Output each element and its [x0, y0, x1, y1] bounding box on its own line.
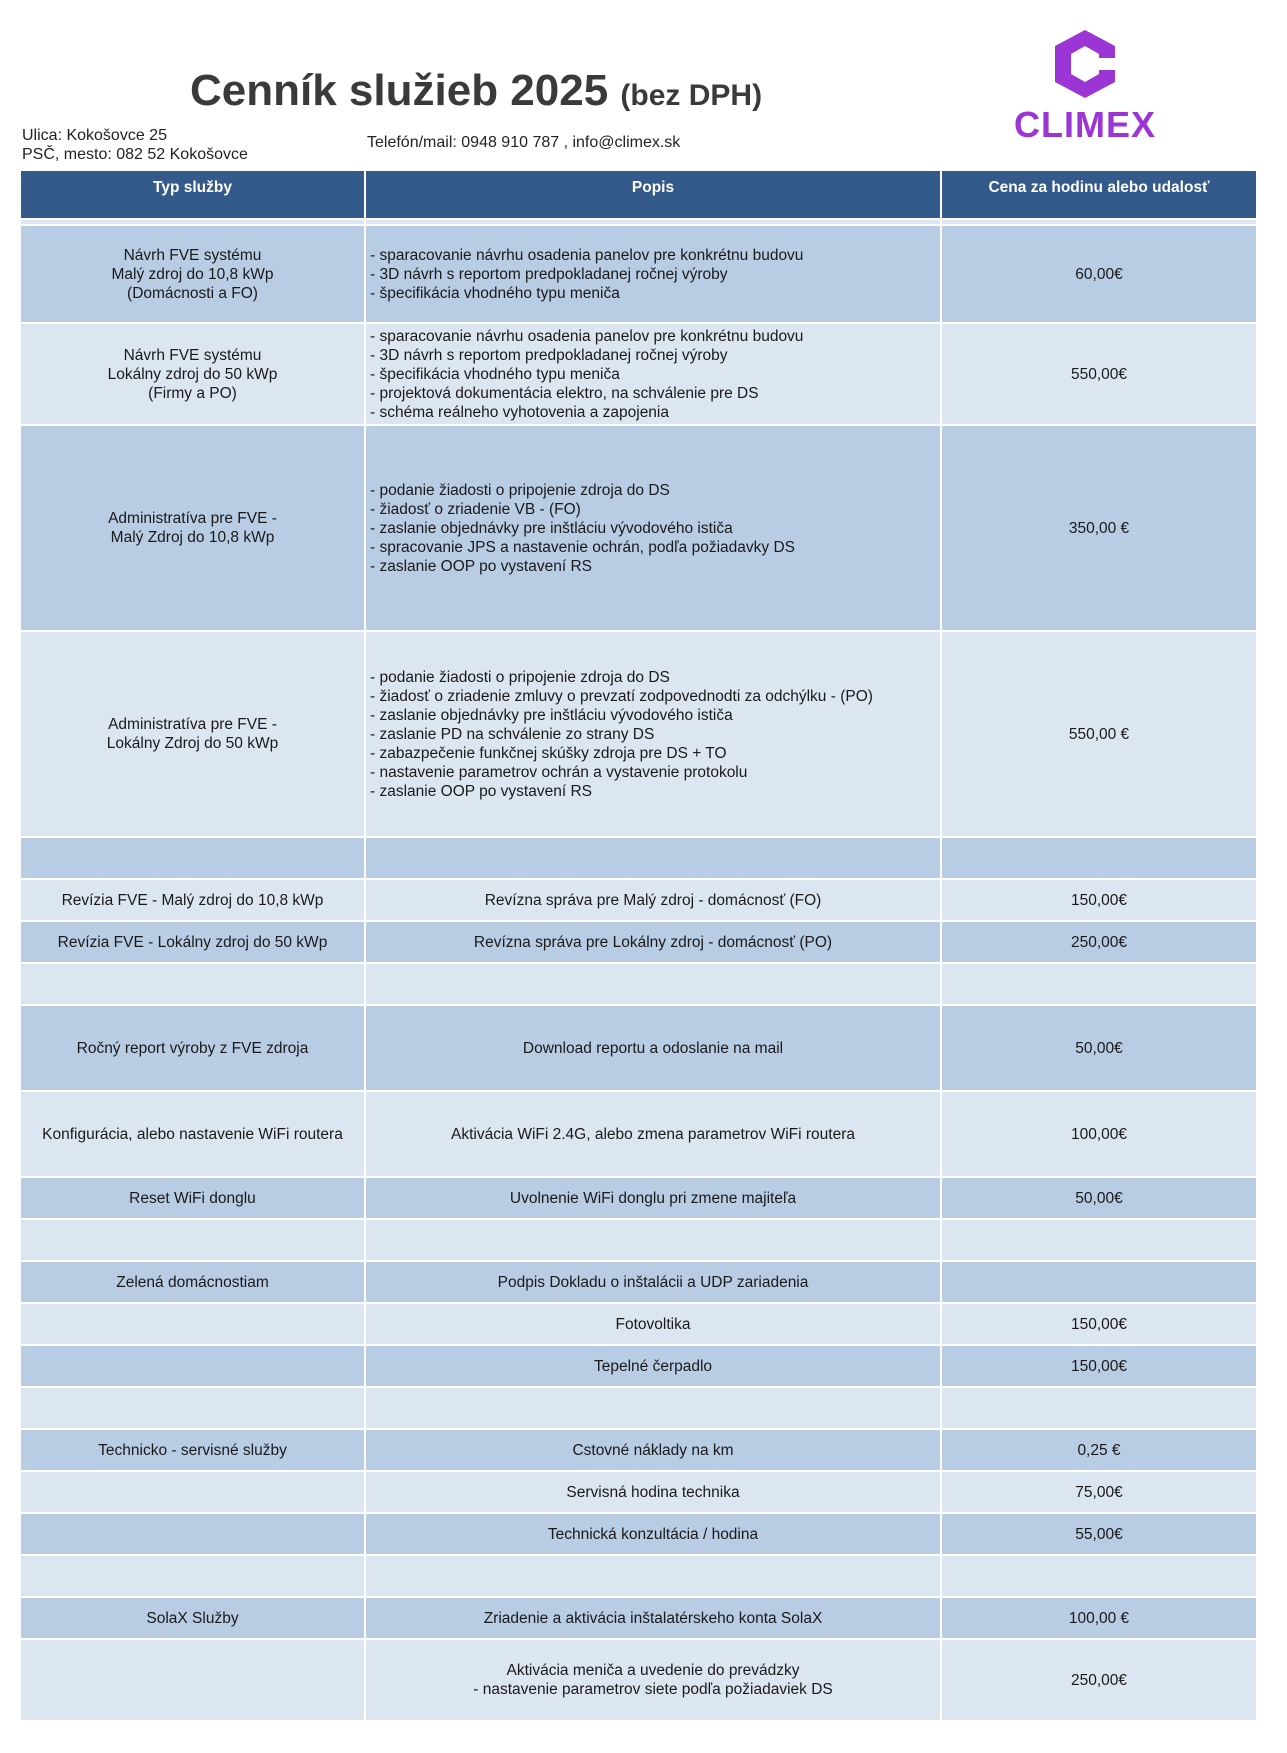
service-description: Revízna správa pre Lokálny zdroj - domácnosť (PO) — [365, 921, 941, 963]
service-type — [20, 631, 365, 837]
price-table — [19, 169, 1258, 1722]
service-price: 100,00 € — [941, 1597, 1257, 1639]
spacer-row — [20, 1387, 1257, 1429]
description-line: - sparacovanie návrhu osadenia panelov pre konkrétnu budovu — [370, 327, 804, 345]
service-type-line: (Firmy a PO) — [148, 384, 237, 402]
climex-logo — [1005, 24, 1165, 144]
description-line: - zaslanie OOP po vystavení RS — [370, 557, 592, 575]
service-type: Revízia FVE - Lokálny zdroj do 50 kWp — [20, 921, 365, 963]
service-type-line: Návrh FVE systému — [123, 346, 262, 364]
service-type-line: Lokálny zdroj do 50 kWp — [107, 365, 278, 383]
service-type: Zelená domácnostiam — [20, 1261, 365, 1303]
service-type — [20, 425, 365, 631]
description-line: - zaslanie objednávky pre inštláciu vývodového ističa — [370, 706, 733, 724]
service-type-line: Lokálny Zdroj do 50 kWp — [106, 735, 279, 752]
service-type — [20, 1471, 365, 1513]
service-type-line: Malý Zdroj do 10,8 kWp — [110, 529, 275, 546]
service-description: Fotovoltika — [365, 1303, 941, 1345]
table-row — [20, 1005, 1257, 1091]
service-description: Servisná hodina technika — [365, 1471, 941, 1513]
table-row — [20, 425, 1257, 631]
description-line: - podanie žiadosti o pripojenie zdroja do DS — [370, 481, 670, 499]
spacer-row — [20, 837, 1257, 879]
service-description: Technická konzultácia / hodina — [365, 1513, 941, 1555]
service-description: Podpis Dokladu o inštalácii a UDP zariadenia — [365, 1261, 941, 1303]
description-line: - schéma reálneho vyhotovenia a zapojenia — [370, 403, 669, 421]
address-city: PSČ, mesto: 082 52 Kokošovce — [22, 146, 248, 163]
service-type — [20, 1345, 365, 1387]
table-row — [20, 225, 1257, 323]
description-line: - žiadosť o zriadenie zmluvy o prevzatí zodpovednodti za odchýlku - (PO) — [370, 687, 873, 705]
service-description: Aktivácia WiFi 2.4G, alebo zmena parametrov WiFi routera — [365, 1091, 941, 1177]
service-type-line: Malý zdroj do 10,8 kWp — [111, 265, 274, 283]
spacer-row — [20, 1555, 1257, 1597]
service-price: 0,25 € — [941, 1429, 1257, 1471]
service-type — [20, 225, 365, 323]
table-row — [20, 631, 1257, 837]
table-row — [20, 1345, 1257, 1387]
column-header-price: Cena za hodinu alebo udalosť — [941, 170, 1257, 219]
table-row — [20, 323, 1257, 425]
service-type: Konfigurácia, alebo nastavenie WiFi routera — [20, 1091, 365, 1177]
table-row — [20, 1471, 1257, 1513]
description-line: - špecifikácia vhodného typu meniča — [370, 365, 620, 383]
service-price: 60,00€ — [941, 225, 1257, 323]
service-description — [365, 425, 941, 631]
description-line: - žiadosť o zriadenie VB - (FO) — [370, 500, 581, 518]
service-type — [20, 323, 365, 425]
table-row — [20, 921, 1257, 963]
service-description: Cstovné náklady na km — [365, 1429, 941, 1471]
service-price: 50,00€ — [941, 1005, 1257, 1091]
service-description: Tepelné čerpadlo — [365, 1345, 941, 1387]
service-type-line: Návrh FVE systému — [123, 246, 262, 264]
service-price: 350,00 € — [941, 425, 1257, 631]
service-description — [365, 225, 941, 323]
service-type-line: (Domácnosti a FO) — [127, 284, 258, 302]
table-row — [20, 1091, 1257, 1177]
column-header-type: Typ služby — [20, 170, 365, 219]
address-block — [22, 126, 248, 164]
climex-logo-icon — [1005, 24, 1165, 104]
service-description: Revízna správa pre Malý zdroj - domácnosť (FO) — [365, 879, 941, 921]
service-description — [365, 631, 941, 837]
service-price — [941, 1261, 1257, 1303]
table-row — [20, 1597, 1257, 1639]
table-row — [20, 1303, 1257, 1345]
logo-text: CLIMEX — [1013, 104, 1156, 145]
spacer-row — [20, 1219, 1257, 1261]
service-price: 250,00€ — [941, 921, 1257, 963]
address-street: Ulica: Kokošovce 25 — [22, 127, 167, 144]
service-price: 550,00€ — [941, 323, 1257, 425]
description-line: - špecifikácia vhodného typu meniča — [370, 284, 620, 302]
table-row — [20, 1429, 1257, 1471]
service-type: Revízia FVE - Malý zdroj do 10,8 kWp — [20, 879, 365, 921]
service-price: 50,00€ — [941, 1177, 1257, 1219]
service-description — [365, 323, 941, 425]
description-line: - zabazpečenie funkčnej skúšky zdroja pre DS + TO — [370, 744, 727, 762]
service-description — [365, 1639, 941, 1721]
service-type-line: Administratíva pre FVE - — [108, 510, 277, 527]
description-line: - 3D návrh s reportom predpokladanej ročnej výroby — [370, 346, 728, 364]
description-line: - podanie žiadosti o pripojenie zdroja do DS — [370, 668, 670, 686]
description-line: - sparacovanie návrhu osadenia panelov pre konkrétnu budovu — [370, 246, 804, 264]
service-price: 150,00€ — [941, 1303, 1257, 1345]
service-type: SolaX Služby — [20, 1597, 365, 1639]
description-line: - projektová dokumentácia elektro, na schválenie pre DS — [370, 384, 759, 402]
description-line: - zaslanie objednávky pre inštláciu vývodového ističa — [370, 519, 733, 537]
table-row — [20, 1177, 1257, 1219]
description-line: - zaslanie PD na schválenie zo strany DS — [370, 725, 655, 743]
description-line: - spracovanie JPS a nastavenie ochrán, podľa požiadavky DS — [370, 538, 795, 556]
service-price: 250,00€ — [941, 1639, 1257, 1721]
description-line: - zaslanie OOP po vystavení RS — [370, 782, 592, 800]
service-type — [20, 1303, 365, 1345]
page-title — [190, 66, 762, 116]
service-description: Download reportu a odoslanie na mail — [365, 1005, 941, 1091]
service-price: 550,00 € — [941, 631, 1257, 837]
table-row — [20, 879, 1257, 921]
service-price: 55,00€ — [941, 1513, 1257, 1555]
table-row — [20, 1513, 1257, 1555]
service-type-line: Administratíva pre FVE - — [108, 716, 277, 733]
column-header-description: Popis — [365, 170, 941, 219]
service-price: 75,00€ — [941, 1471, 1257, 1513]
title-suffix: (bez DPH) — [620, 79, 763, 112]
description-line: - nastavenie parametrov siete podľa požiadaviek DS — [473, 1681, 833, 1698]
contact-info: Telefón/mail: 0948 910 787 , info@climex.sk — [367, 134, 681, 151]
table-row — [20, 1639, 1257, 1721]
description-line: Aktivácia meniča a uvedenie do prevádzky — [506, 1662, 800, 1679]
service-price: 150,00€ — [941, 1345, 1257, 1387]
service-price: 100,00€ — [941, 1091, 1257, 1177]
table-row — [20, 1261, 1257, 1303]
service-description: Uvolnenie WiFi donglu pri zmene majiteľa — [365, 1177, 941, 1219]
description-line: - nastavenie parametrov ochrán a vystavenie protokolu — [370, 763, 748, 781]
service-type — [20, 1513, 365, 1555]
description-line: - 3D návrh s reportom predpokladanej ročnej výroby — [370, 265, 728, 283]
service-type: Reset WiFi donglu — [20, 1177, 365, 1219]
service-type: Technicko - servisné služby — [20, 1429, 365, 1471]
service-price: 150,00€ — [941, 879, 1257, 921]
service-description: Zriadenie a aktivácia inštalatérskeho konta SolaX — [365, 1597, 941, 1639]
spacer-row — [20, 963, 1257, 1005]
table-header-row — [20, 170, 1257, 219]
title-main: Cenník služieb 2025 — [190, 66, 609, 115]
service-type: Ročný report výroby z FVE zdroja — [20, 1005, 365, 1091]
service-type — [20, 1639, 365, 1721]
